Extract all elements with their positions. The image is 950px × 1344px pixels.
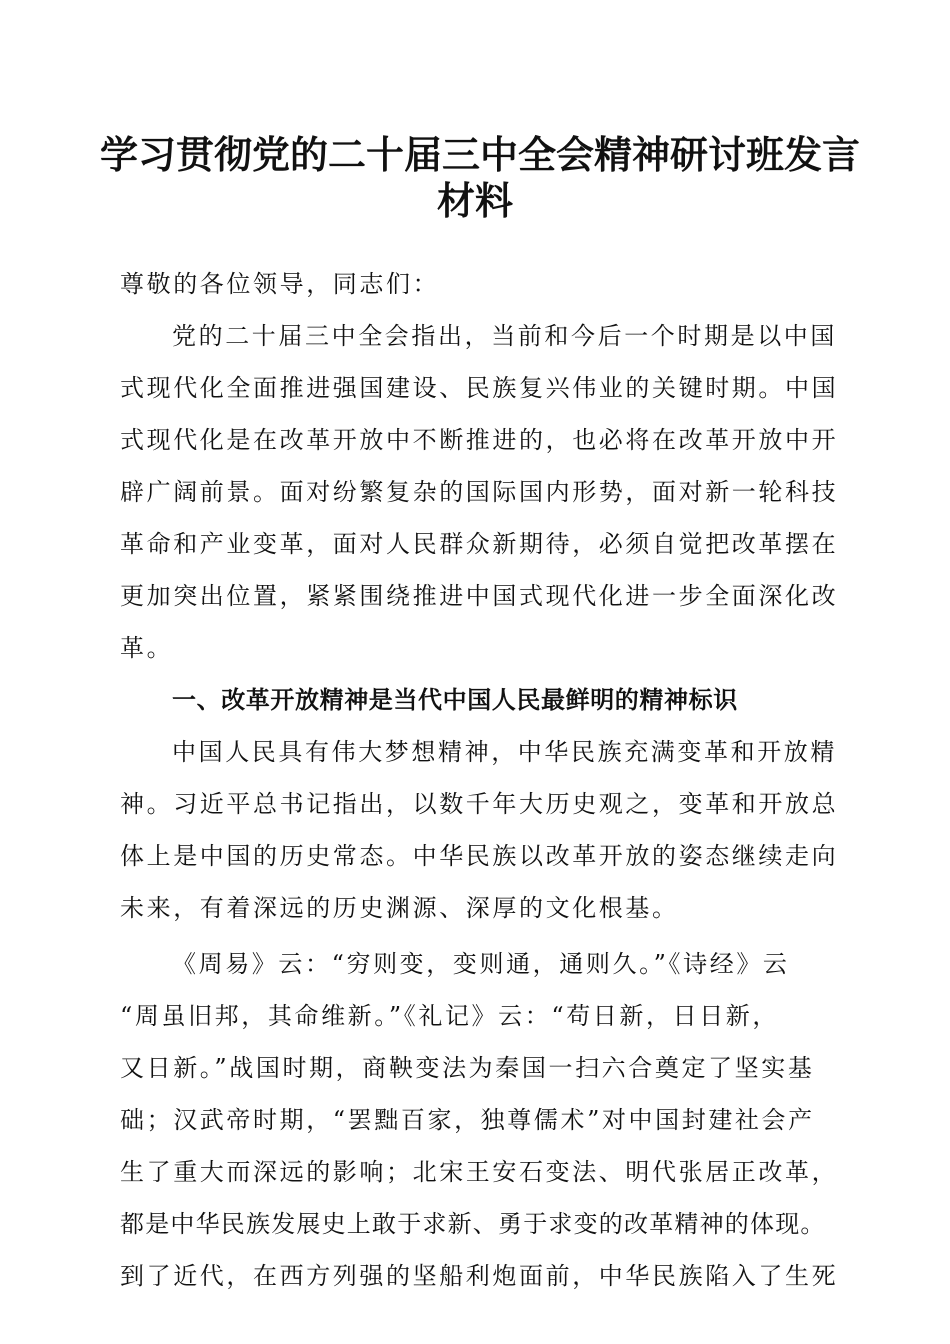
text-line: 神。习近平总书记指出，以数千年大历史观之，变革和开放总 [120, 790, 839, 818]
text-line: 式现代化是在改革开放中不断推进的，也必将在改革开放中开 [120, 426, 839, 454]
paragraph-2 [120, 726, 840, 934]
document-title [100, 132, 861, 224]
section-heading: 一、改革开放精神是当代中国人民最鲜明的精神标识 [172, 686, 738, 714]
text-line: 辟广阔前景。面对纷繁复杂的国际国内形势，面对新一轮科技 [120, 478, 839, 506]
text-line: 体上是中国的历史常态。中华民族以改革开放的姿态继续走向 [120, 842, 839, 870]
text-line: 《周易》云：“穷则变，变则通，通则久。”《诗经》云 [172, 950, 790, 978]
document-body [120, 258, 840, 1302]
text-line: 式现代化全面推进强国建设、民族复兴伟业的关键时期。中国 [120, 374, 839, 402]
text-line: 都是中华民族发展史上敢于求新、勇于求变的改革精神的体现。 [120, 1210, 826, 1238]
text-line: 又日新。”战国时期，商鞅变法为秦国一扫六合奠定了坚实基 [120, 1054, 815, 1082]
title-line: 材料 [436, 178, 513, 223]
text-line: 未来，有着深远的历史渊源、深厚的文化根基。 [120, 894, 679, 922]
text-line: 党的二十届三中全会指出，当前和今后一个时期是以中国 [172, 322, 837, 350]
text-line: 中国人民具有伟大梦想精神，中华民族充满变革和开放精 [172, 738, 837, 766]
salutation: 尊敬的各位领导，同志们： [120, 270, 440, 298]
text-line: 础；汉武帝时期，“罢黜百家，独尊儒术”对中国封建社会产 [120, 1106, 815, 1134]
text-line: 更加突出位置，紧紧围绕推进中国式现代化进一步全面深化改 [120, 582, 839, 610]
text-line: 革。 [120, 634, 174, 662]
text-line: 革命和产业变革，面对人民群众新期待，必须自觉把改革摆在 [120, 530, 839, 558]
text-line: 生了重大而深远的影响；北宋王安石变法、明代张居正改革， [120, 1158, 839, 1186]
text-line: 到了近代，在西方列强的坚船利炮面前，中华民族陷入了生死 [120, 1262, 839, 1290]
title-line: 学习贯彻党的二十届三中全会精神研讨班发言 [100, 132, 861, 177]
text-line: “周虽旧邦，其命维新。”《礼记》云：“苟日新，日日新， [120, 1002, 780, 1030]
paragraph-1 [120, 310, 840, 674]
paragraph-3 [120, 938, 840, 1302]
